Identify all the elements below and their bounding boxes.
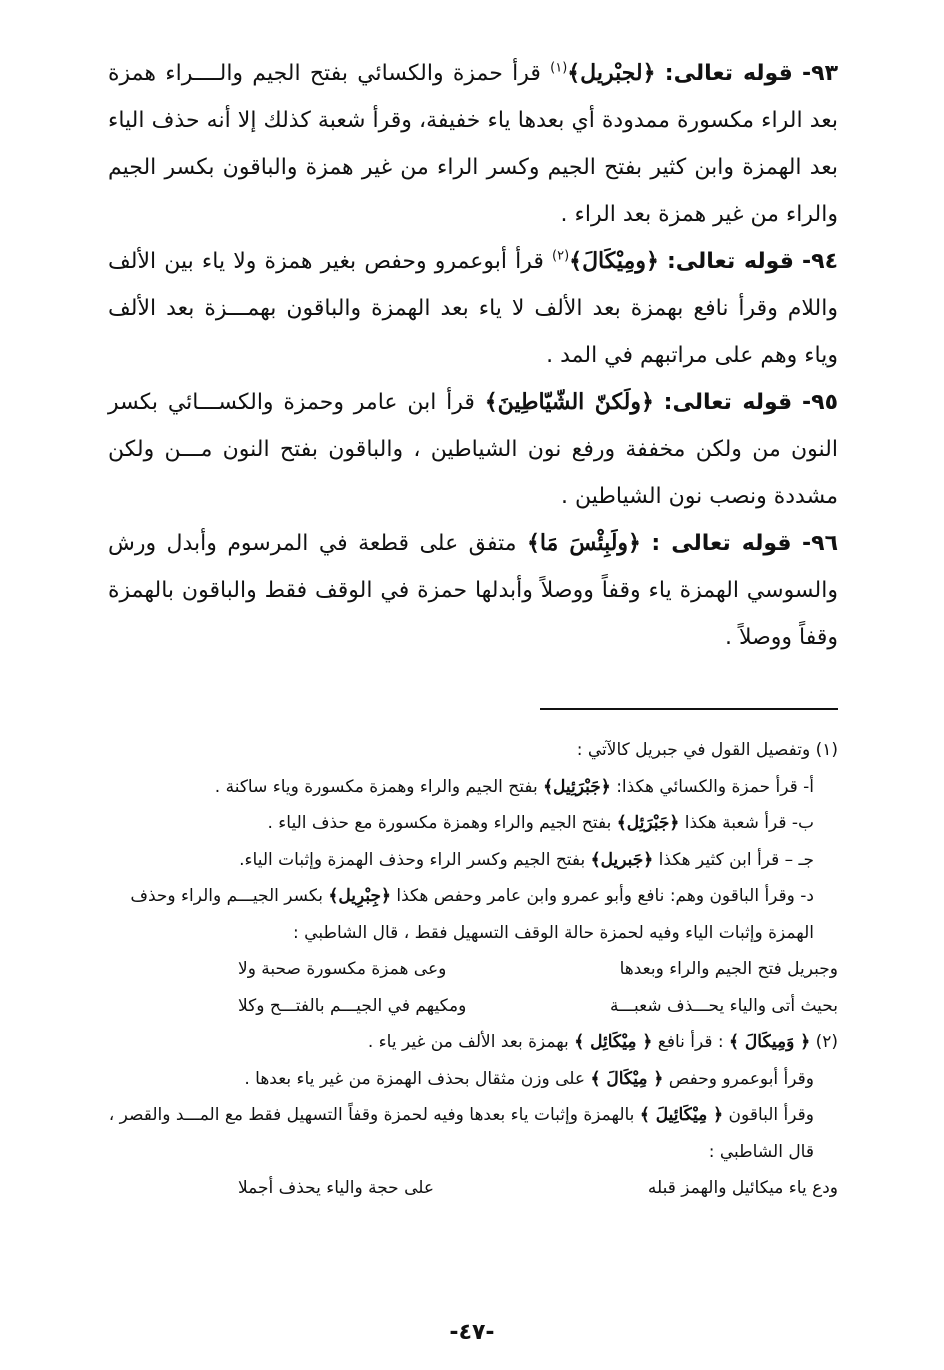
item-heading: قوله تعالى :: [651, 531, 792, 556]
quran-word: ﴿جِبْرِيل﴾: [328, 886, 391, 906]
quran-word: ﴿ مِيْكَائِل ﴾: [574, 1032, 653, 1052]
footnote-text: على وزن مثقال بحذف الهمزة من غير ياء بعدها .: [244, 1068, 586, 1089]
item-94: [108, 238, 838, 379]
footnote-text: : قرأ نافع: [657, 1032, 724, 1052]
item-text: قرأ حمزة والكسائي بفتح الجيم والــــراء همزة بعد الراء مكسورة ممدودة أي بعدها ياء خفيفة، وقرأ شعبة كذلك إلا أنه حذف الياء بعد الهمزة وابن كثير بفتح الجيم وكسر الراء من غير همزة والباقون بكسر الجيم والراء من غير همزة بعد الراء .: [108, 61, 838, 227]
poem-hemistich-first: وجبريل فتح الجيم والراء وبعدها: [619, 959, 838, 979]
footnote-separator: [540, 708, 838, 710]
poem-verse-1: [148, 951, 838, 988]
item-heading: قوله تعالى:: [663, 390, 793, 415]
footnote-text: بفتح الجيم وكسر الراء وحذف الهمزة وإثبات الياء.: [239, 849, 586, 870]
footnote-text: بهمزة بعد الألف من غير ياء .: [367, 1032, 569, 1052]
footnote-2-line-3: [108, 1097, 838, 1170]
item-text: قرأ أبوعمرو وحفص بغير همزة ولا ياء بين الألف واللام وقرأ نافع بهمزة بعد الألف لا ياء بعد الهمزة والباقون بهمـــزة بعد الألف وياء وهم على مراتبهم في المد .: [108, 249, 838, 368]
footnote-1-intro: (١) وتفصيل القول في جبريل كالآتي :: [576, 740, 838, 760]
item-95: [108, 379, 838, 520]
item-heading: قوله تعالى:: [664, 61, 793, 86]
footnote-text: بفتح الجيم والراء وهمزة مكسورة مع حذف الياء .: [267, 813, 612, 833]
footnotes-block: [108, 732, 838, 1207]
item-number: ٩٤-: [802, 249, 838, 274]
footnote-text: بكسر الجيـــم والراء وحذف الهمزة وإثبات الياء وفيه لحمزة حالة الوقف التسهيل فقط ، قال الشاطبي :: [130, 886, 814, 943]
footnote-text: جـ – قرأ ابن كثير هكذا: [658, 849, 814, 870]
item-number: ٩٦-: [802, 531, 839, 556]
footnote-2-line-2: [108, 1061, 838, 1098]
item-heading: قوله تعالى:: [666, 249, 794, 274]
quran-word: ﴿ومِيْكَالَ﴾: [569, 248, 659, 274]
footnote-text: ب- قرأ شعبة هكذا: [684, 813, 814, 833]
item-number: ٩٥-: [802, 390, 839, 415]
quran-word: ﴿ وَمِيكَالَ ﴾: [729, 1032, 811, 1052]
poem-hemistich-second: ومكيهم في الجيـــم بالفتـــح وكلا: [238, 995, 467, 1016]
footnote-text: بفتح الجيم والراء وهمزة مكسورة وياء ساكنة .: [214, 776, 538, 797]
footnote-1-item-a: [108, 769, 838, 806]
footnote-2-line-1: [108, 1024, 838, 1061]
quran-word: ﴿ مِيْكَائِيلَ ﴾: [639, 1105, 724, 1125]
main-text-block: [108, 50, 838, 661]
quran-word: ﴿ولَكنّ الشّيّاطِينَ﴾: [484, 389, 654, 415]
footnote-1-item-c: [108, 842, 838, 879]
poem-verse-2: [148, 988, 838, 1025]
item-text: قرأ ابن عامر وحمزة والكســـائي بكسر النون من ولكن مخففة ورفع نون الشياطين ، والباقون بفتح النون مـــن ولكن مشددة ونصب نون الشياطين .: [108, 390, 838, 509]
footnote-text: وقرأ الباقون: [728, 1105, 814, 1125]
footnote-ref: (١): [550, 60, 568, 76]
quran-word: ﴿لجبْريل﴾: [567, 60, 656, 86]
footnote-1-item-d: [108, 878, 838, 951]
poem-hemistich-first: بحيث أتى والياء يحـــذف شعبـــة: [609, 995, 838, 1016]
footnote-text: وقرأ أبوعمرو وحفص: [668, 1068, 814, 1089]
item-text: متفق على قطعة في المرسوم وأبدل ورش والسوسي الهمزة ياء وقفاً ووصلاً وأبدلها حمزة في الوقف فقط والباقون بالهمزة وقفاً ووصلاً .: [108, 531, 838, 650]
quran-word: ﴿جَبْرَئِل﴾: [616, 813, 680, 833]
item-93: [108, 50, 838, 238]
poem-hemistich-second: وعى همزة مكسورة صحبة ولا: [238, 959, 447, 979]
quran-word: ﴿ مِيْكَالَ ﴾: [590, 1068, 664, 1089]
footnote-1-item-b: [108, 805, 838, 842]
footnote-number: (٢): [815, 1032, 838, 1052]
poem-verse-3: [148, 1170, 838, 1207]
page-number: -٤٧-: [449, 1320, 495, 1345]
footnote-text: أ- قرأ حمزة والكسائي هكذا:: [616, 776, 814, 797]
footnote-text: بالهمزة وإثبات ياء بعدها وفيه لحمزة وقفاً التسهيل فقط مع المـــد والقصر ، قال الشاطبي :: [108, 1105, 814, 1162]
poem-hemistich-second: على حجة والياء يحذف أجملا: [238, 1178, 435, 1198]
footnote-text: د- وقرأ الباقون وهم: نافع وأبو عمرو وابن عامر وحفص هكذا: [396, 886, 814, 906]
footnote-ref: (٢): [552, 248, 570, 264]
quran-word: ﴿جَبريل﴾: [590, 849, 654, 870]
quran-word: ﴿جَبْرَئِيل﴾: [543, 776, 611, 797]
poem-hemistich-first: ودع ياء ميكائيل والهمز قبله: [647, 1178, 838, 1198]
item-96: [108, 520, 838, 661]
quran-word: ﴿ولَبِئْسَ مَا﴾: [526, 530, 641, 556]
item-number: ٩٣-: [802, 61, 839, 86]
